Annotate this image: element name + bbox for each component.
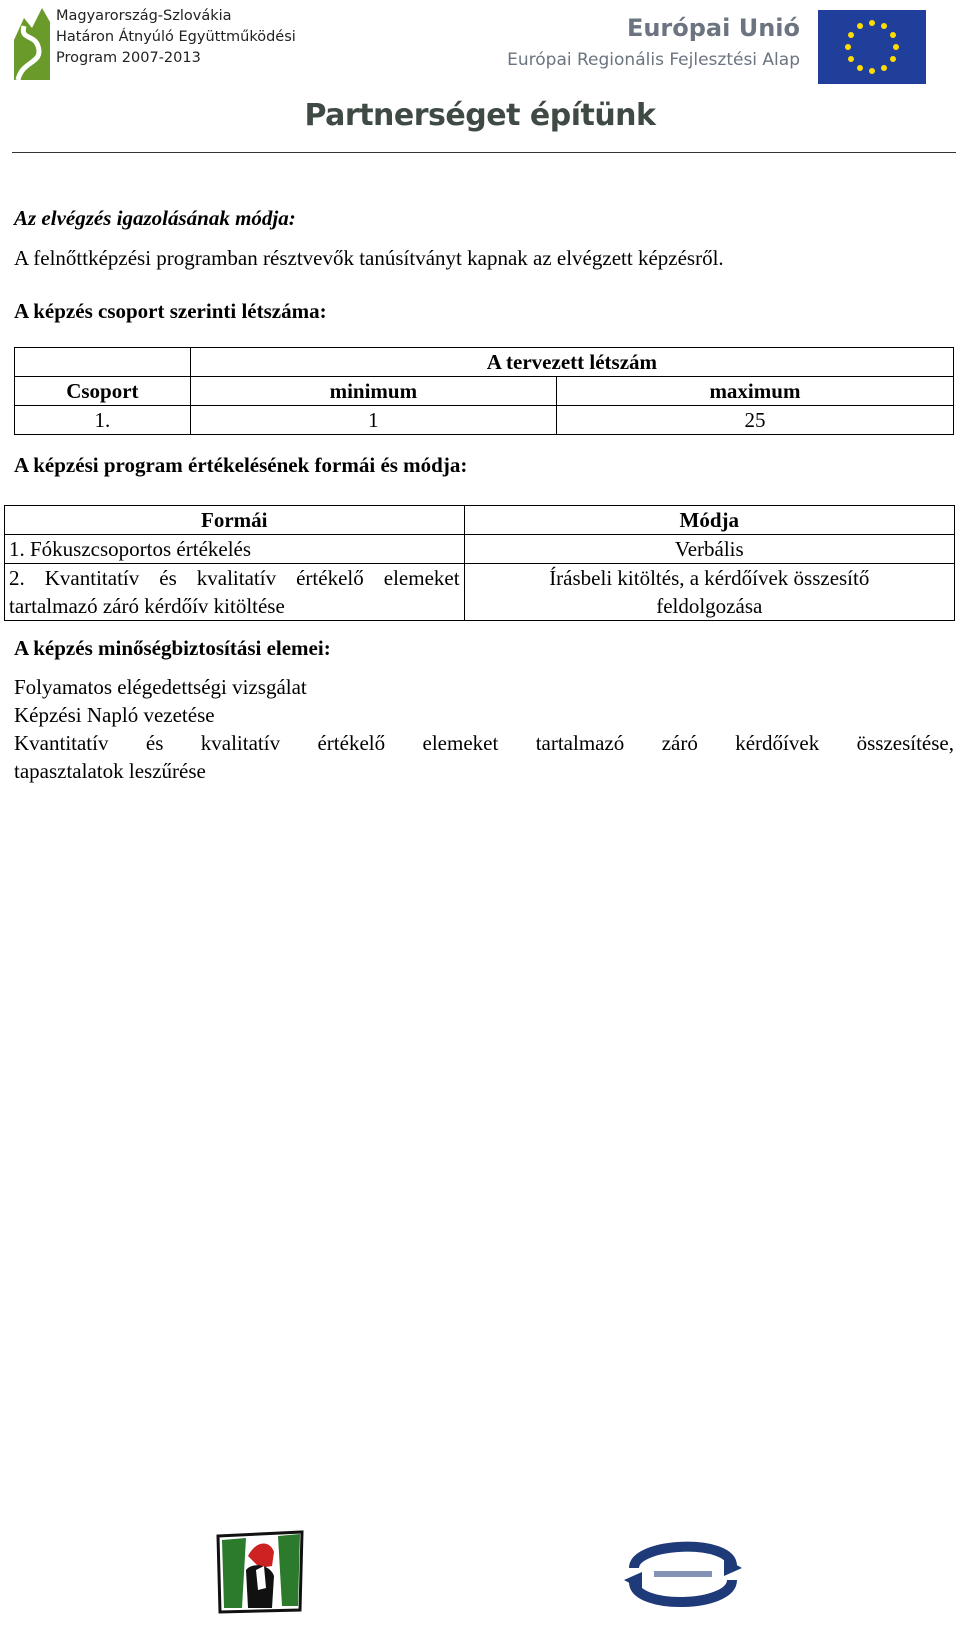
table-row	[5, 564, 955, 621]
cell-form: 1. Fókuszcsoportos értékelés	[5, 535, 465, 564]
group-size-table	[14, 347, 954, 435]
cell-min: 1	[190, 406, 556, 435]
certification-heading: Az elvégzés igazolásának módja:	[14, 206, 296, 230]
hu-sk-line-3: Program 2007-2013	[56, 50, 201, 66]
group-size-heading: A képzés csoport szerinti létszáma:	[14, 299, 327, 323]
planned-count-header: A tervezett létszám	[190, 348, 953, 377]
table-row	[15, 348, 954, 377]
cell-form-line-2: tartalmazó záró kérdőív kitöltése	[9, 594, 285, 618]
cell-form	[5, 564, 465, 621]
quality-item-4: tapasztalatok leszűrése	[14, 759, 206, 783]
table-row	[15, 377, 954, 406]
certification-text: A felnőttképzési programban résztvevők tanúsítványt kapnak az elvégzett képzésről.	[14, 246, 724, 270]
quality-item-1: Folyamatos elégedettségi vizsgálat	[14, 675, 307, 699]
cell-max: 25	[556, 406, 953, 435]
col-header-group: Csoport	[15, 377, 191, 406]
cell-method: Verbális	[464, 535, 954, 564]
hu-sk-program-name	[56, 6, 296, 69]
page-header	[0, 0, 960, 160]
cell-method	[464, 564, 954, 621]
cell-method-line-1: Írásbeli kitöltés, a kérdőívek összesítő	[549, 566, 870, 590]
table-row	[5, 535, 955, 564]
header-divider	[12, 152, 956, 153]
partner-organization-logo	[620, 1528, 746, 1620]
evaluation-heading: A képzési program értékelésének formái és módja:	[14, 453, 468, 477]
slogan: Partnerséget építünk	[304, 98, 656, 133]
col-header-max: maximum	[556, 377, 953, 406]
table-cell-empty	[15, 348, 191, 377]
quality-heading: A képzés minőségbiztosítási elemei:	[14, 636, 331, 660]
eu-title: Európai Unió	[626, 14, 800, 42]
cell-group: 1.	[15, 406, 191, 435]
col-header-forms: Formái	[5, 506, 465, 535]
quality-item-3: Kvantitatív és kvalitatív értékelő elemeket tartalmazó záró kérdőívek összesítése,	[14, 731, 954, 755]
hu-sk-line-1: Magyarország-Szlovákia	[56, 8, 232, 24]
cell-method-line-2: feldolgozása	[656, 594, 763, 618]
eu-fund-name: Európai Regionális Fejlesztési Alap	[507, 50, 800, 70]
cell-form-line-1: 2. Kvantitatív és kvalitatív értékelő elemeket	[9, 566, 460, 590]
col-header-method: Módja	[464, 506, 954, 535]
county-crest-logo	[212, 1526, 308, 1616]
hu-sk-line-2: Határon Átnyúló Együttműködési	[56, 29, 296, 45]
eu-flag-icon	[818, 10, 926, 84]
table-row	[15, 406, 954, 435]
evaluation-table	[4, 505, 955, 621]
col-header-min: minimum	[190, 377, 556, 406]
quality-item-2: Képzési Napló vezetése	[14, 703, 215, 727]
table-row	[5, 506, 955, 535]
